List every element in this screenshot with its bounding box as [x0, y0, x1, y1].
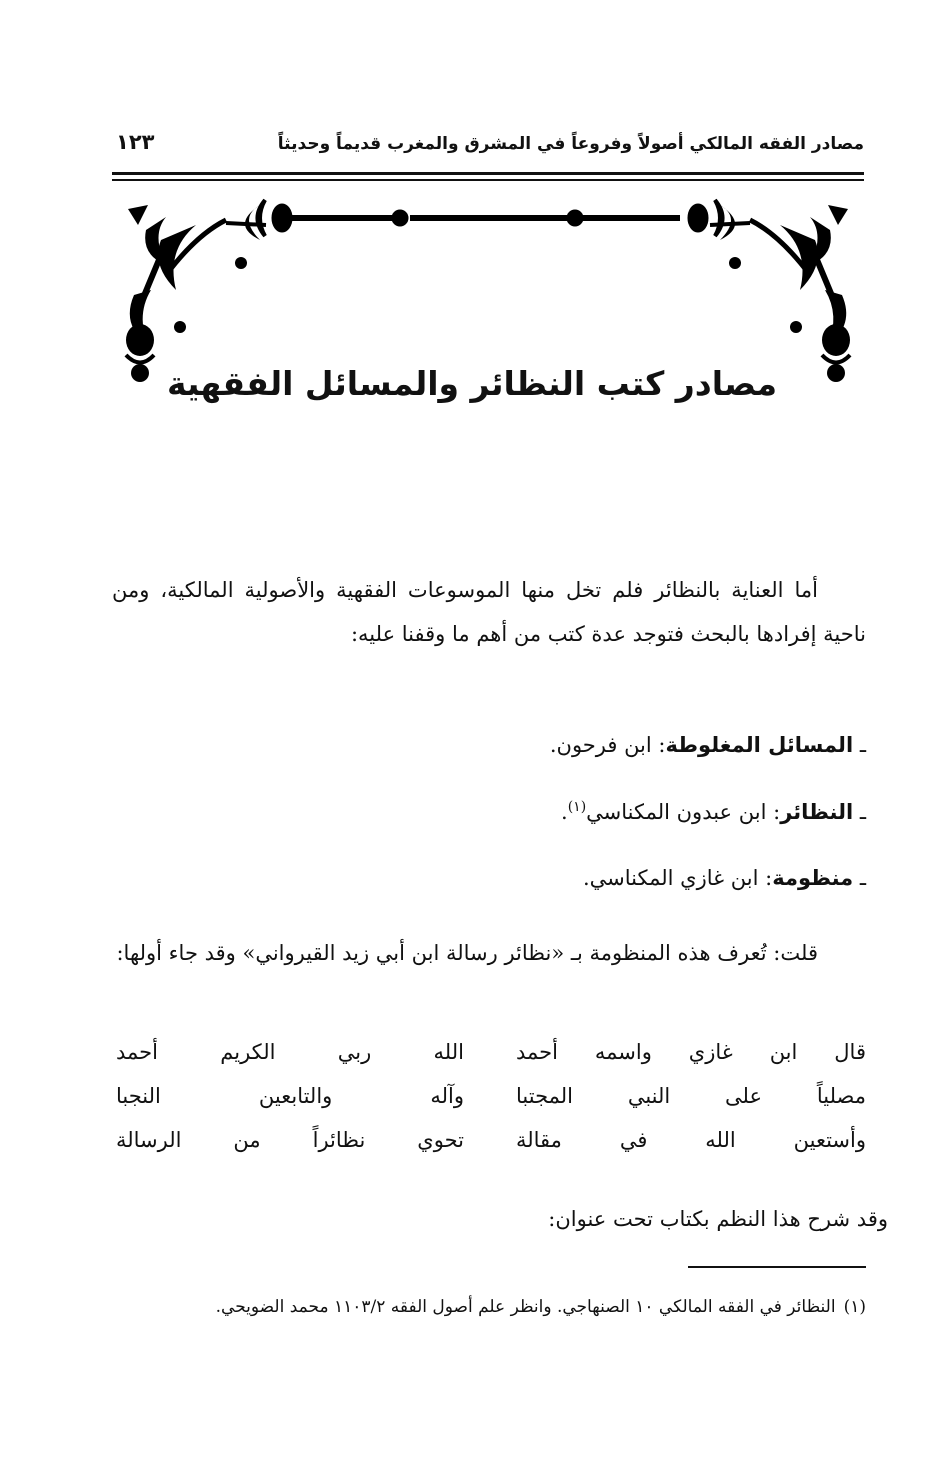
- poem-second-hemistich: وآله والتابعين النجبا: [116, 1084, 464, 1108]
- list-dash: ـ: [859, 800, 866, 824]
- ornament-left-corner: [126, 205, 266, 382]
- list-item: ـ النظائر: ابن عبدون المكناسي$^{(١)}$.: [561, 799, 866, 824]
- poem-verse: [116, 1084, 866, 1128]
- poem-second-hemistich: الله ربي الكريم أحمد: [116, 1040, 464, 1064]
- list-item-title: النظائر: [780, 800, 854, 824]
- footnote: [112, 1290, 866, 1324]
- poem-first-hemistich: قال ابن غازي واسمه أحمد: [516, 1040, 866, 1064]
- paragraph-commentary: وقد شرح هذا النظم بكتاب تحت عنوان:: [548, 1207, 888, 1231]
- poem-verse: [116, 1040, 866, 1084]
- list-dash: ـ: [859, 733, 866, 757]
- header-rule-thick: [112, 172, 864, 175]
- list-item-title: منظومة: [772, 866, 854, 890]
- list-item: ـ المسائل المغلوطة: ابن فرحون.: [549, 733, 866, 757]
- poem-first-hemistich: وأستعين الله في مقالة: [516, 1128, 866, 1152]
- running-header: [112, 128, 864, 168]
- poem-second-hemistich: تحوي نظائراً من الرسالة: [116, 1128, 464, 1152]
- footnote-text: النظائر في الفقه المالكي ١٠ الصنهاجي. وانظر علم أصول الفقه ١١٠٣/٢ محمد الضويحي.: [215, 1297, 836, 1317]
- chapter-ornament: [110, 195, 866, 390]
- poem-verse: [116, 1128, 866, 1172]
- list-item-author: ابن فرحون.: [549, 733, 652, 757]
- list-item: ـ منظومة: ابن غازي المكناسي.: [582, 866, 866, 890]
- list-item-author: ابن عبدون المكناسي: [586, 800, 767, 824]
- footnote-number: (١): [843, 1297, 866, 1317]
- poem-first-hemistich: مصلياً على النبي المجتبا: [516, 1084, 866, 1108]
- footnote-rule: [688, 1266, 866, 1268]
- page-number: ١٢٣: [116, 130, 155, 154]
- chapter-title: مصادر كتب النظائر والمسائل الفقهية: [166, 364, 778, 403]
- footnote-marker: (١): [567, 799, 587, 815]
- paragraph-intro: أما العناية بالنظائر فلم تخل منها الموسوعات الفقهية والأصولية المالكية، ومن ناحية إفرادها بالبحث فتوجد عدة كتب من أهم ما وقفنا عليه:: [112, 578, 866, 646]
- list-dash: ـ: [859, 866, 866, 890]
- paragraph-note: قلت: تُعرف هذه المنظومة بـ «نظائر رسالة ابن أبي زيد القيرواني» وقد جاء أولها:: [116, 941, 818, 965]
- running-title: مصادر الفقه المالكي أصولاً وفروعاً في المشرق والمغرب قديماً وحديثاً: [277, 134, 864, 154]
- list-item-author: ابن غازي المكناسي.: [582, 866, 759, 890]
- ornament-top-bar: [245, 200, 735, 240]
- list-item-title: المسائل المغلوطة: [665, 733, 854, 757]
- header-rule-thin: [112, 179, 864, 181]
